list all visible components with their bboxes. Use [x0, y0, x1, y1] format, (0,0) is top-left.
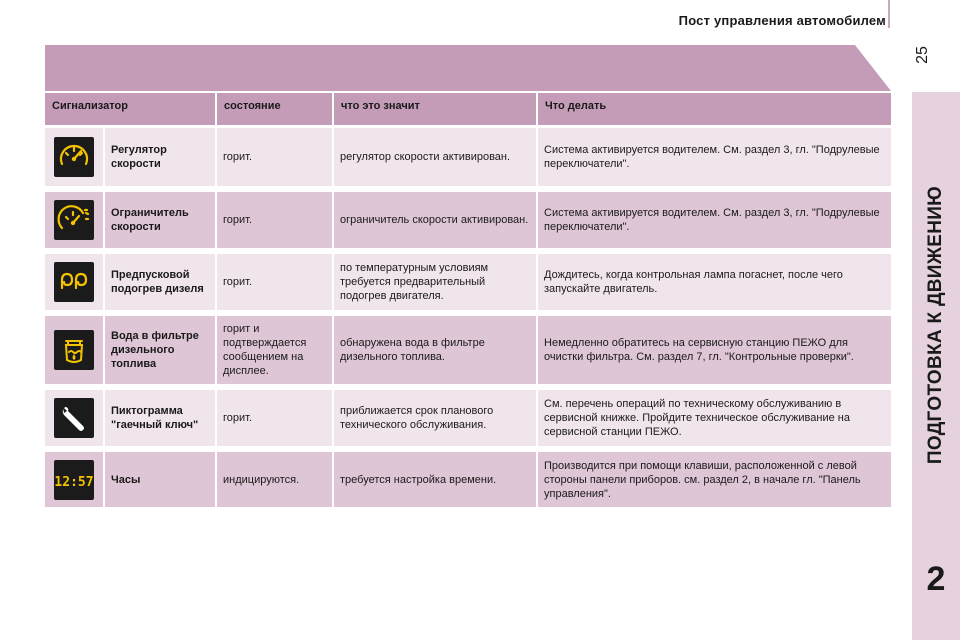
chapter-number: 2	[926, 560, 946, 598]
signal-meaning: регулятор скорости активирован.	[334, 128, 538, 192]
section-banner	[45, 45, 891, 91]
signal-action: Дождитесь, когда контрольная лампа погаснет, после чего запускайте двигатель.	[538, 254, 891, 316]
column-header-meaning: что это значит	[334, 93, 538, 128]
chapter-title	[912, 92, 960, 557]
column-header-state: состояние	[217, 93, 334, 128]
signal-name: Часы	[105, 452, 217, 513]
signal-meaning: ограничитель скорости активирован.	[334, 192, 538, 254]
signal-name: Регулятор скорости	[105, 128, 217, 192]
table-row	[45, 254, 891, 316]
signal-name: Предпусковой подогрев дизеля	[105, 254, 217, 316]
signal-name: Вода в фильтре дизельного топлива	[105, 316, 217, 390]
signal-state: горит.	[217, 128, 334, 192]
signal-action: Немедленно обратитесь на сервисную станцию ПЕЖО для очистки фильтра. См. раздел 7, гл. "Контрольные проверки".	[538, 316, 891, 390]
signal-state: горит и подтверждается сообщением на дисплее.	[217, 316, 334, 390]
signal-state: горит.	[217, 192, 334, 254]
signal-state: горит.	[217, 390, 334, 452]
clock-icon-digits: 12:57	[54, 474, 94, 490]
signal-meaning: требуется настройка времени.	[334, 452, 538, 513]
warning-lights-table	[45, 93, 891, 513]
table-row	[45, 316, 891, 390]
table-row	[45, 192, 891, 254]
table-row	[45, 128, 891, 192]
page-number: 25	[914, 46, 931, 64]
speed-limiter-icon	[54, 200, 94, 240]
water-in-fuel-icon	[54, 330, 94, 370]
wrench-icon	[54, 398, 94, 438]
signal-action: Производится при помощи клавиши, расположенной с левой стороны панели приборов. см. раздел 2, в начале гл. "Панель управления".	[538, 452, 891, 513]
clock-display-icon	[54, 460, 94, 500]
chapter-title-text: ПОДГОТОВКА К ДВИЖЕНИЮ	[925, 185, 946, 464]
signal-action: Система активируется водителем. См. раздел 3, гл. "Подрулевые переключатели".	[538, 192, 891, 254]
cruise-control-icon	[54, 137, 94, 177]
signal-meaning: по температурным условиям требуется предварительный подогрев двигателя.	[334, 254, 538, 316]
signal-state: индицируются.	[217, 452, 334, 513]
signal-action: Система активируется водителем. См. раздел 3, гл. "Подрулевые переключатели".	[538, 128, 891, 192]
signal-meaning: приближается срок планового технического обслуживания.	[334, 390, 538, 452]
signal-name: Пиктограмма "гаечный ключ"	[105, 390, 217, 452]
signal-state: горит.	[217, 254, 334, 316]
signal-action: См. перечень операций по техническому обслуживанию в сервисной книжке. Пройдите техническое обслуживание на сервисной станции ПЕЖО.	[538, 390, 891, 452]
table-row	[45, 452, 891, 513]
header-divider	[888, 0, 890, 28]
column-header-signal: Сигнализатор	[45, 93, 217, 128]
signal-meaning: обнаружена вода в фильтре дизельного топлива.	[334, 316, 538, 390]
table-header-row	[45, 93, 891, 128]
glow-plug-icon	[54, 262, 94, 302]
signal-name: Ограничитель скорости	[105, 192, 217, 254]
column-header-action: Что делать	[538, 93, 891, 128]
table-row	[45, 390, 891, 452]
page-header-title: Пост управления автомобилем	[678, 13, 886, 28]
